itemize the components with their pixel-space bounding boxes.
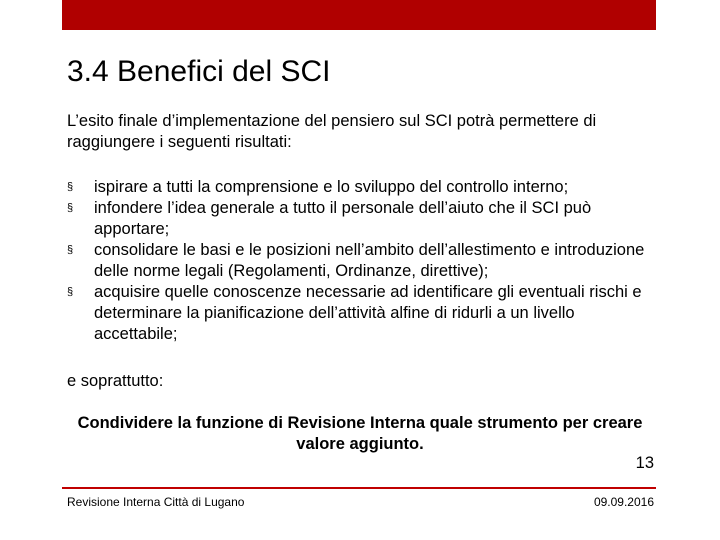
list-item [67, 198, 657, 240]
page-number: 13 [635, 454, 654, 472]
footer-divider [62, 487, 656, 489]
list-item-text: infondere l’idea generale a tutto il personale dell’aiuto che il SCI può apportare; [94, 199, 592, 238]
after-list-text: e soprattutto: [67, 372, 164, 390]
benefits-list [67, 177, 657, 345]
list-item-text: ispirare a tutti la comprensione e lo sviluppo del controllo interno; [94, 178, 569, 196]
conclusion-statement: Condividere la funzione di Revisione Interna quale strumento per creare valore aggiunto. [77, 414, 643, 453]
list-item [67, 177, 657, 198]
header-accent-bar [62, 0, 656, 30]
intro-paragraph: L’esito finale d’implementazione del pensiero sul SCI potrà permettere di raggiungere i seguenti risultati: [67, 112, 597, 151]
slide-title: 3.4 Benefici del SCI [67, 55, 331, 88]
footer-date: 09.09.2016 [593, 495, 654, 509]
bullet-marker: § [67, 286, 74, 298]
list-item [67, 240, 657, 282]
footer-organization: Revisione Interna Città di Lugano [67, 495, 245, 509]
bullet-marker: § [67, 244, 74, 256]
bullet-marker: § [67, 202, 74, 214]
list-item-text: consolidare le basi e le posizioni nell’ambito dell’allestimento e introduzione delle norme legali (Regolamenti, Ordinanze, direttive); [94, 241, 645, 280]
list-item-text: acquisire quelle conoscenze necessarie ad identificare gli eventuali rischi e determinare la pianificazione dell’attività alfine di ridurli a un livello accettabile; [94, 283, 642, 343]
list-item [67, 282, 657, 345]
bullet-marker: § [67, 181, 74, 193]
